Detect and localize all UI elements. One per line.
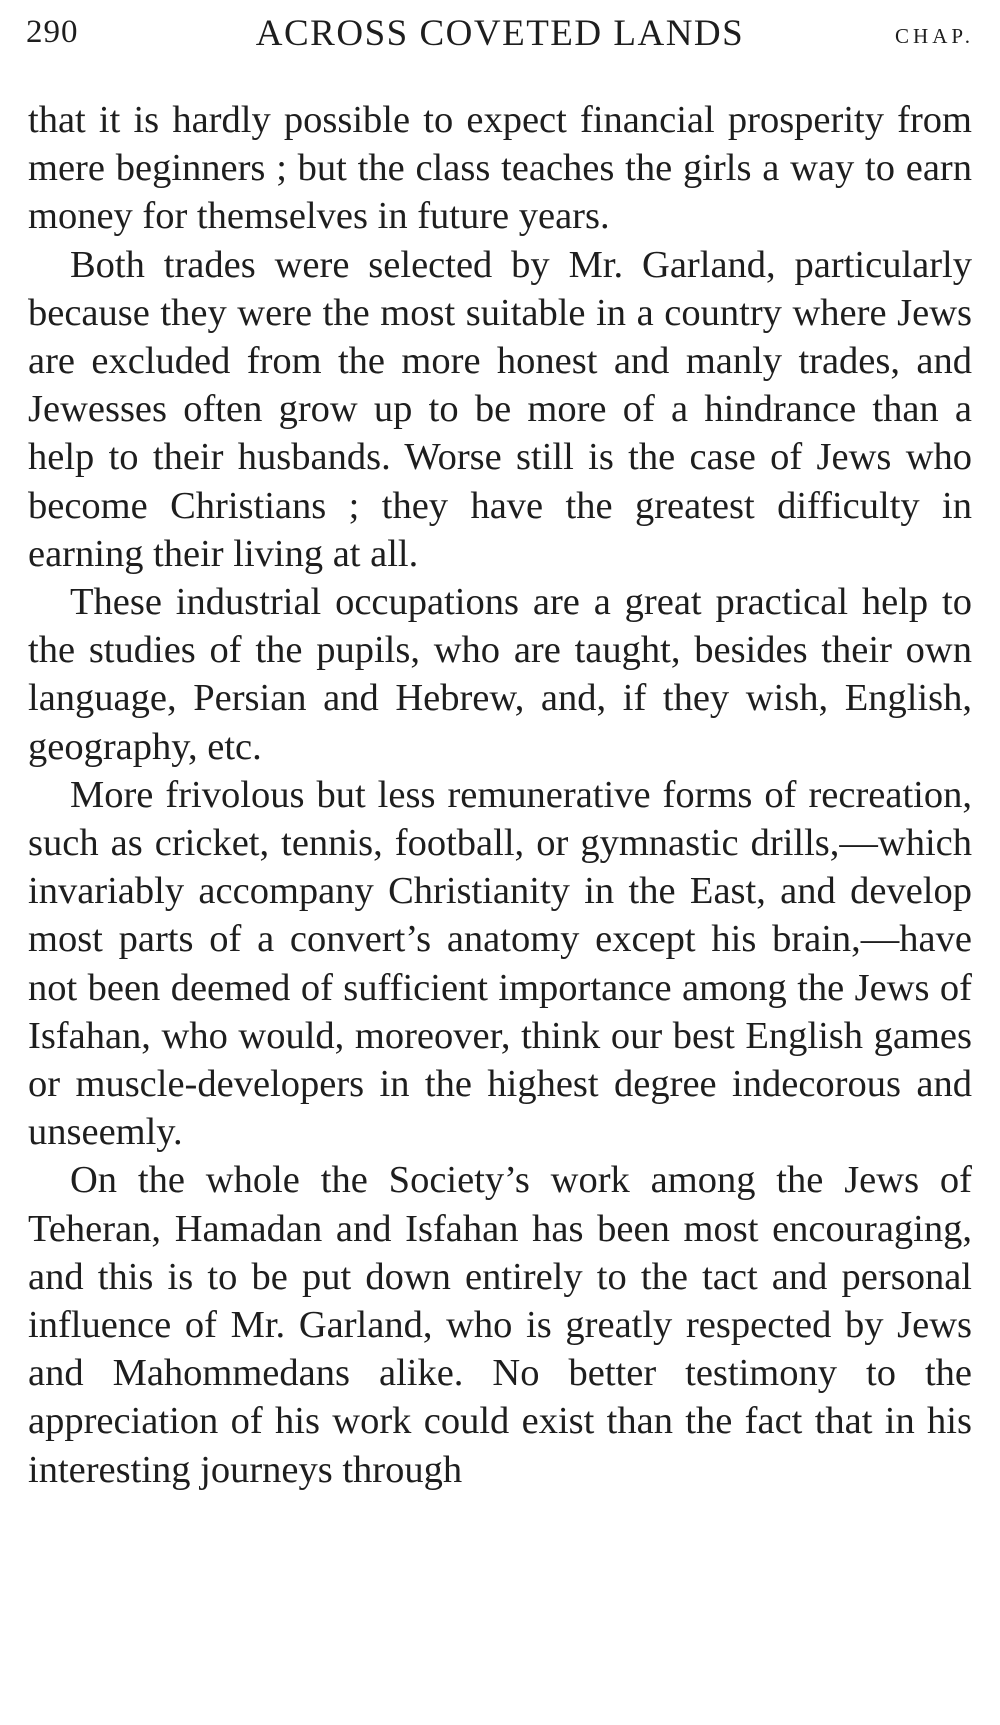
page-number: 290 [26, 14, 79, 50]
paragraph-trades: Both trades were selected by Mr. Garland, particularly because they were the most suitable in a country where Jews are excluded from the more honest and manly trades, and Jewesses often grow up to be more of a hindrance than a help to their husbands. Worse still is the case of Jews who become Christians ; they have the greatest difficulty in earning their living at all. [28, 243, 972, 575]
paragraph-society-work: On the whole the Society’s work among the Jews of Teheran, Hamadan and Isfahan has been most encouraging, and this is to be put down entirely to the tact and personal influence of Mr. Garland, who is greatly respected by Jews and Mahommedans alike. No better testimony to the appreciation of his work could exist than the fact that in his interesting journeys through [28, 1159, 972, 1491]
running-title: ACROSS COVETED LANDS [255, 13, 745, 54]
paragraph-occupations: These industrial occupations are a great practical help to the studies of the pupils, who are taught, besides their own language, Persian and Hebrew, and, if they wish, English, geography, etc. [28, 581, 972, 768]
paragraph-continuation: that it is hardly possible to expect financial prosperity from mere beginners ; but the class teaches the girls a way to earn money for themselves in future years. [28, 99, 972, 238]
body-text [28, 96, 972, 1494]
chapter-label: CHAP. [895, 24, 974, 48]
page-header [26, 12, 974, 62]
paragraph-recreation: More frivolous but less remunerative forms of recreation, such as cricket, tennis, football, or gymnastic drills,—which invariably accompany Christianity in the East, and develop most parts of a convert’s anatomy except his brain,—have not been deemed of sufficient importance among the Jews of Isfahan, who would, moreover, think our best English games or muscle-developers in the highest degree indecorous and unseemly. [28, 773, 972, 1154]
